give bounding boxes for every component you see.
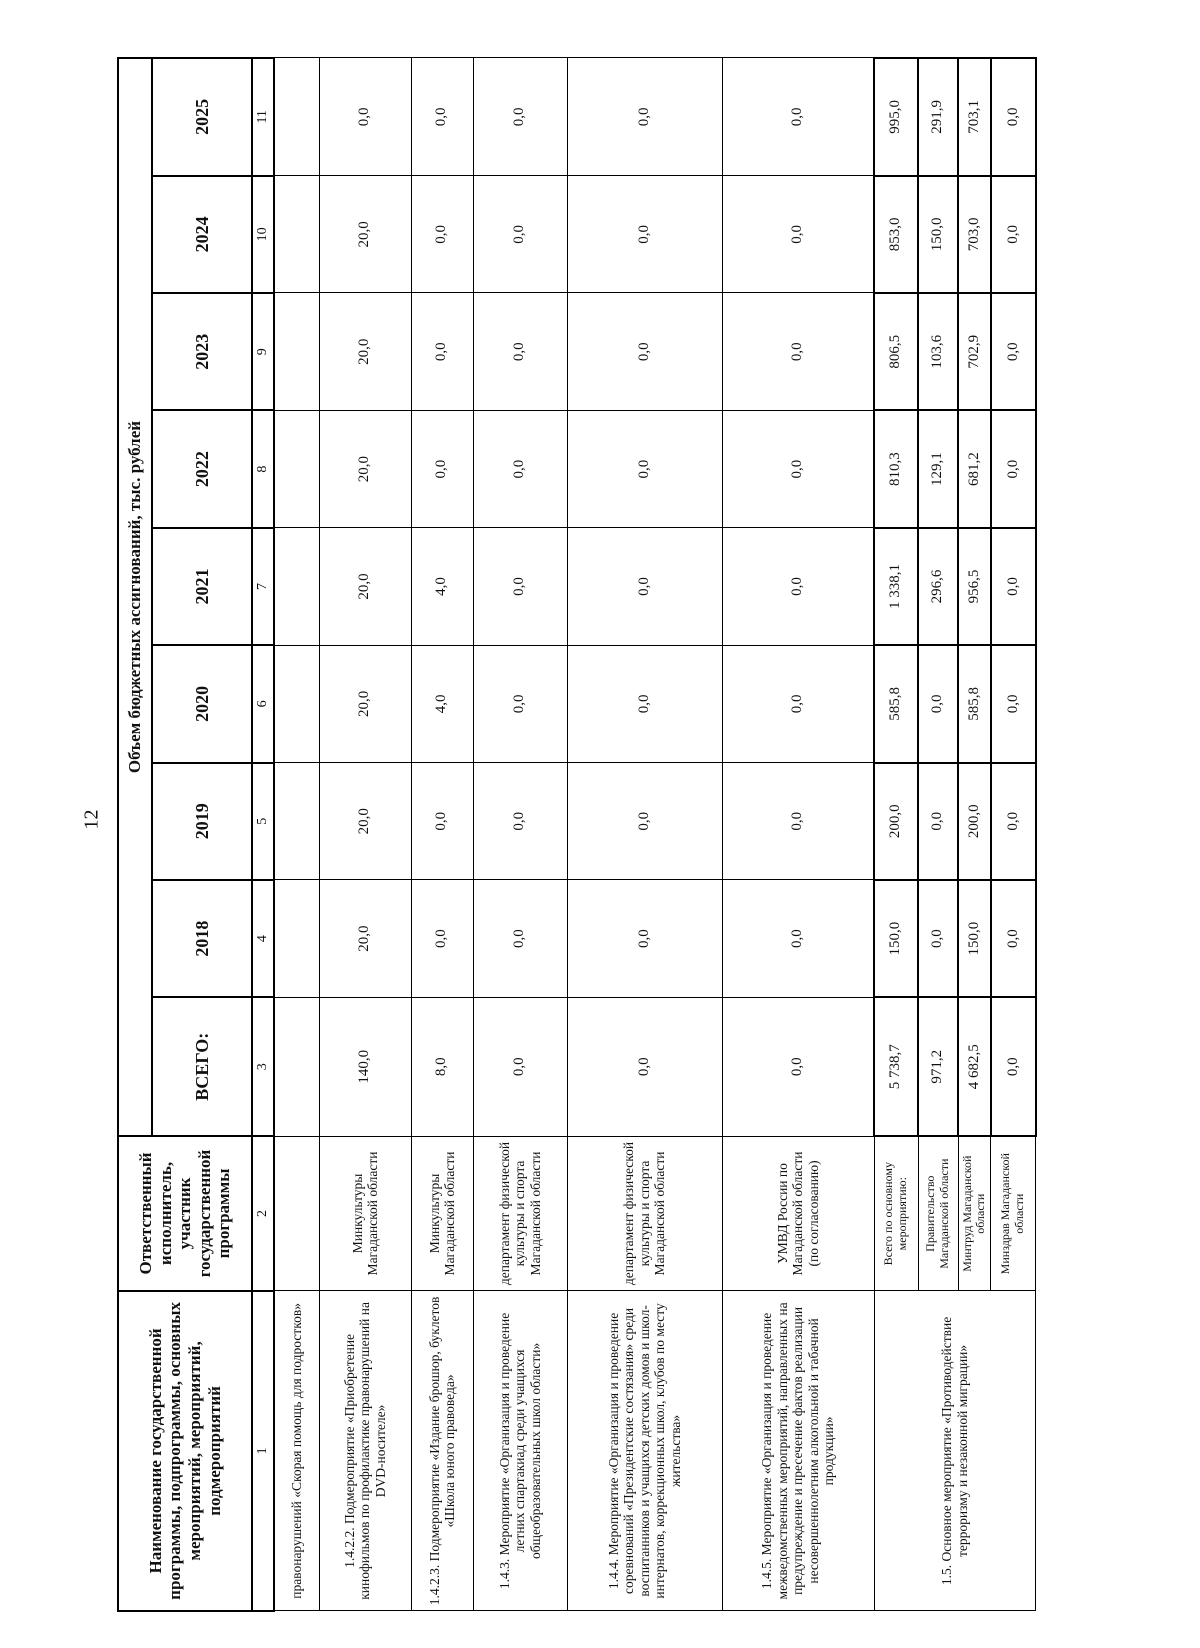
cell-value: 20,0 <box>319 410 411 527</box>
col-number: 3 <box>252 997 274 1136</box>
row-name: 1.4.2.3. Подмероприятие «Издание брошюр, буклетов «Школа юного правоведа» <box>411 1291 473 1611</box>
rotated-table-wrapper <box>117 57 1027 1612</box>
header-year: 2020 <box>152 645 252 762</box>
cell-total: 5 738,7 <box>874 997 918 1136</box>
col-number: 11 <box>252 58 274 176</box>
cell-value: 0,0 <box>991 58 1036 176</box>
cell-value: 702,9 <box>958 293 991 410</box>
cell-value <box>274 880 319 997</box>
cell-value: 150,0 <box>918 176 958 293</box>
cell-value: 0,0 <box>411 880 473 997</box>
cell-value: 200,0 <box>874 763 918 880</box>
cell-value: 0,0 <box>411 410 473 527</box>
cell-value: 200,0 <box>958 763 991 880</box>
header-name-col: Наименование государственной программы, подпрограммы, основных мероприятий, мероприятий, подмероприятий <box>118 1291 252 1611</box>
cell-value: 956,5 <box>958 528 991 645</box>
cell-value: 0,0 <box>411 58 473 176</box>
col-number: 7 <box>252 528 274 645</box>
header-year: 2024 <box>152 176 252 293</box>
cell-value: 0,0 <box>567 410 722 527</box>
cell-value: 806,5 <box>874 293 918 410</box>
cell-value <box>274 58 319 176</box>
cell-value: 0,0 <box>991 880 1036 997</box>
cell-value: 0,0 <box>411 763 473 880</box>
cell-value: 4,0 <box>411 645 473 762</box>
header-budget-group: Объем бюджетных ассигнований, тыс. рублей <box>118 58 152 1136</box>
cell-value <box>274 176 319 293</box>
page-number: 12 <box>80 809 103 830</box>
table-row <box>274 58 319 1611</box>
cell-value: 0,0 <box>567 528 722 645</box>
cell-value: 0,0 <box>567 645 722 762</box>
cell-total: 0,0 <box>473 997 567 1136</box>
budget-table <box>117 57 1037 1612</box>
cell-value <box>274 293 319 410</box>
cell-value: 0,0 <box>473 528 567 645</box>
cell-value: 0,0 <box>473 763 567 880</box>
table-row <box>567 58 722 1611</box>
cell-value: 150,0 <box>958 880 991 997</box>
table-row <box>722 58 874 1611</box>
cell-value: 585,8 <box>874 645 918 762</box>
cell-value: 0,0 <box>567 58 722 176</box>
cell-value: 703,0 <box>958 176 991 293</box>
cell-value: 0,0 <box>567 176 722 293</box>
cell-value: 20,0 <box>319 880 411 997</box>
cell-total: 0,0 <box>722 997 874 1136</box>
cell-value: 129,1 <box>918 410 958 527</box>
cell-value: 0,0 <box>722 763 874 880</box>
cell-value: 20,0 <box>319 176 411 293</box>
cell-value <box>274 528 319 645</box>
cell-value: 0,0 <box>722 528 874 645</box>
cell-value: 0,0 <box>918 880 958 997</box>
cell-value: 20,0 <box>319 528 411 645</box>
header-year: 2021 <box>152 528 252 645</box>
cell-total: 0,0 <box>567 997 722 1136</box>
cell-value: 585,8 <box>958 645 991 762</box>
row-executor: Минкультуры Магаданской области <box>319 1136 411 1291</box>
cell-value <box>274 763 319 880</box>
cell-value: 0,0 <box>991 645 1036 762</box>
cell-value: 20,0 <box>319 645 411 762</box>
cell-value: 0,0 <box>722 645 874 762</box>
cell-value: 0,0 <box>991 528 1036 645</box>
col-number: 9 <box>252 293 274 410</box>
col-number: 4 <box>252 880 274 997</box>
col-number: 1 <box>252 1291 274 1611</box>
cell-value: 0,0 <box>473 410 567 527</box>
cell-value: 0,0 <box>722 880 874 997</box>
cell-value: 0,0 <box>411 176 473 293</box>
row-name: 1.4.4. Мероприятие «Организация и проведение соревнований «Президентские состязания» среди воспитанников и учащихся детских домов и школ-интернатов, коррекционных школ, клубов по месту жительства» <box>567 1291 722 1611</box>
header-year: 2018 <box>152 880 252 997</box>
col-number: 6 <box>252 645 274 762</box>
main-event-name: 1.5. Основное мероприятие «Противодействие терроризму и незаконной миграции» <box>874 1291 1036 1611</box>
cell-value: 0,0 <box>991 176 1036 293</box>
cell-total: 0,0 <box>991 997 1036 1136</box>
cell-total <box>274 997 319 1136</box>
cell-value: 0,0 <box>473 293 567 410</box>
row-name: правонарушений «Скорая помощь для подростков» <box>274 1291 319 1611</box>
header-year: 2023 <box>152 293 252 410</box>
cell-value: 0,0 <box>319 58 411 176</box>
row-executor: Минздрав Магаданской области <box>991 1136 1036 1291</box>
table-row <box>874 58 918 1611</box>
cell-value: 0,0 <box>567 763 722 880</box>
cell-value: 1 338,1 <box>874 528 918 645</box>
cell-value: 0,0 <box>473 880 567 997</box>
cell-value: 0,0 <box>411 293 473 410</box>
header-year: 2025 <box>152 58 252 176</box>
row-executor: департамент физической культуры и спорта Магаданской области <box>567 1136 722 1291</box>
row-executor: УМВД России по Магаданской области (по согласованию) <box>722 1136 874 1291</box>
col-number: 5 <box>252 763 274 880</box>
cell-total: 8,0 <box>411 997 473 1136</box>
cell-value: 810,3 <box>874 410 918 527</box>
table-row <box>319 58 411 1611</box>
row-name: 1.4.2.2. Подмероприятие «Приобретение кинофильмов по профилактике правонарушений на DVD-носителе» <box>319 1291 411 1611</box>
cell-value: 20,0 <box>319 763 411 880</box>
cell-value: 150,0 <box>874 880 918 997</box>
header-executor-col: Ответственный исполнитель, участник государственной программы <box>118 1136 252 1291</box>
cell-value <box>274 645 319 762</box>
cell-value: 0,0 <box>722 176 874 293</box>
table-row <box>473 58 567 1611</box>
cell-value: 0,0 <box>473 58 567 176</box>
cell-value: 681,2 <box>958 410 991 527</box>
row-name: 1.4.5. Мероприятие «Организация и проведение межведомственных мероприятий, направленных на предупреждение и пресечение фактов реализации несовершеннолетним алкогольной и табачной продукции» <box>722 1291 874 1611</box>
row-name: 1.4.3. Мероприятие «Организация и проведение летних спартакиад среди учащихся общеобразовательных школ области» <box>473 1291 567 1611</box>
cell-total: 140,0 <box>319 997 411 1136</box>
cell-value: 296,6 <box>918 528 958 645</box>
cell-total: 971,2 <box>918 997 958 1136</box>
cell-value: 0,0 <box>991 410 1036 527</box>
cell-value: 995,0 <box>874 58 918 176</box>
row-executor <box>274 1136 319 1291</box>
row-executor: Правительство Магаданской области <box>918 1136 958 1291</box>
cell-value: 0,0 <box>722 410 874 527</box>
cell-value: 291,9 <box>918 58 958 176</box>
col-number: 8 <box>252 410 274 527</box>
row-executor: Минкультуры Магаданской области <box>411 1136 473 1291</box>
cell-value: 853,0 <box>874 176 918 293</box>
table-row <box>411 58 473 1611</box>
cell-value: 0,0 <box>473 176 567 293</box>
cell-value: 0,0 <box>722 58 874 176</box>
cell-total: 4 682,5 <box>958 997 991 1136</box>
cell-value <box>274 410 319 527</box>
cell-value: 0,0 <box>918 645 958 762</box>
cell-value: 0,0 <box>918 763 958 880</box>
col-number: 10 <box>252 176 274 293</box>
row-executor: Минтруд Магаданской области <box>958 1136 991 1291</box>
cell-value: 0,0 <box>567 293 722 410</box>
cell-value: 0,0 <box>991 293 1036 410</box>
row-executor: департамент физической культуры и спорта Магаданской области <box>473 1136 567 1291</box>
row-executor: Всего по основному мероприятию: <box>874 1136 918 1291</box>
col-number: 2 <box>252 1136 274 1291</box>
cell-value: 0,0 <box>567 880 722 997</box>
header-year: 2022 <box>152 410 252 527</box>
cell-value: 0,0 <box>473 645 567 762</box>
cell-value: 20,0 <box>319 293 411 410</box>
cell-value: 703,1 <box>958 58 991 176</box>
header-total: ВСЕГО: <box>152 997 252 1136</box>
cell-value: 4,0 <box>411 528 473 645</box>
cell-value: 103,6 <box>918 293 958 410</box>
cell-value: 0,0 <box>991 763 1036 880</box>
header-year: 2019 <box>152 763 252 880</box>
cell-value: 0,0 <box>722 293 874 410</box>
